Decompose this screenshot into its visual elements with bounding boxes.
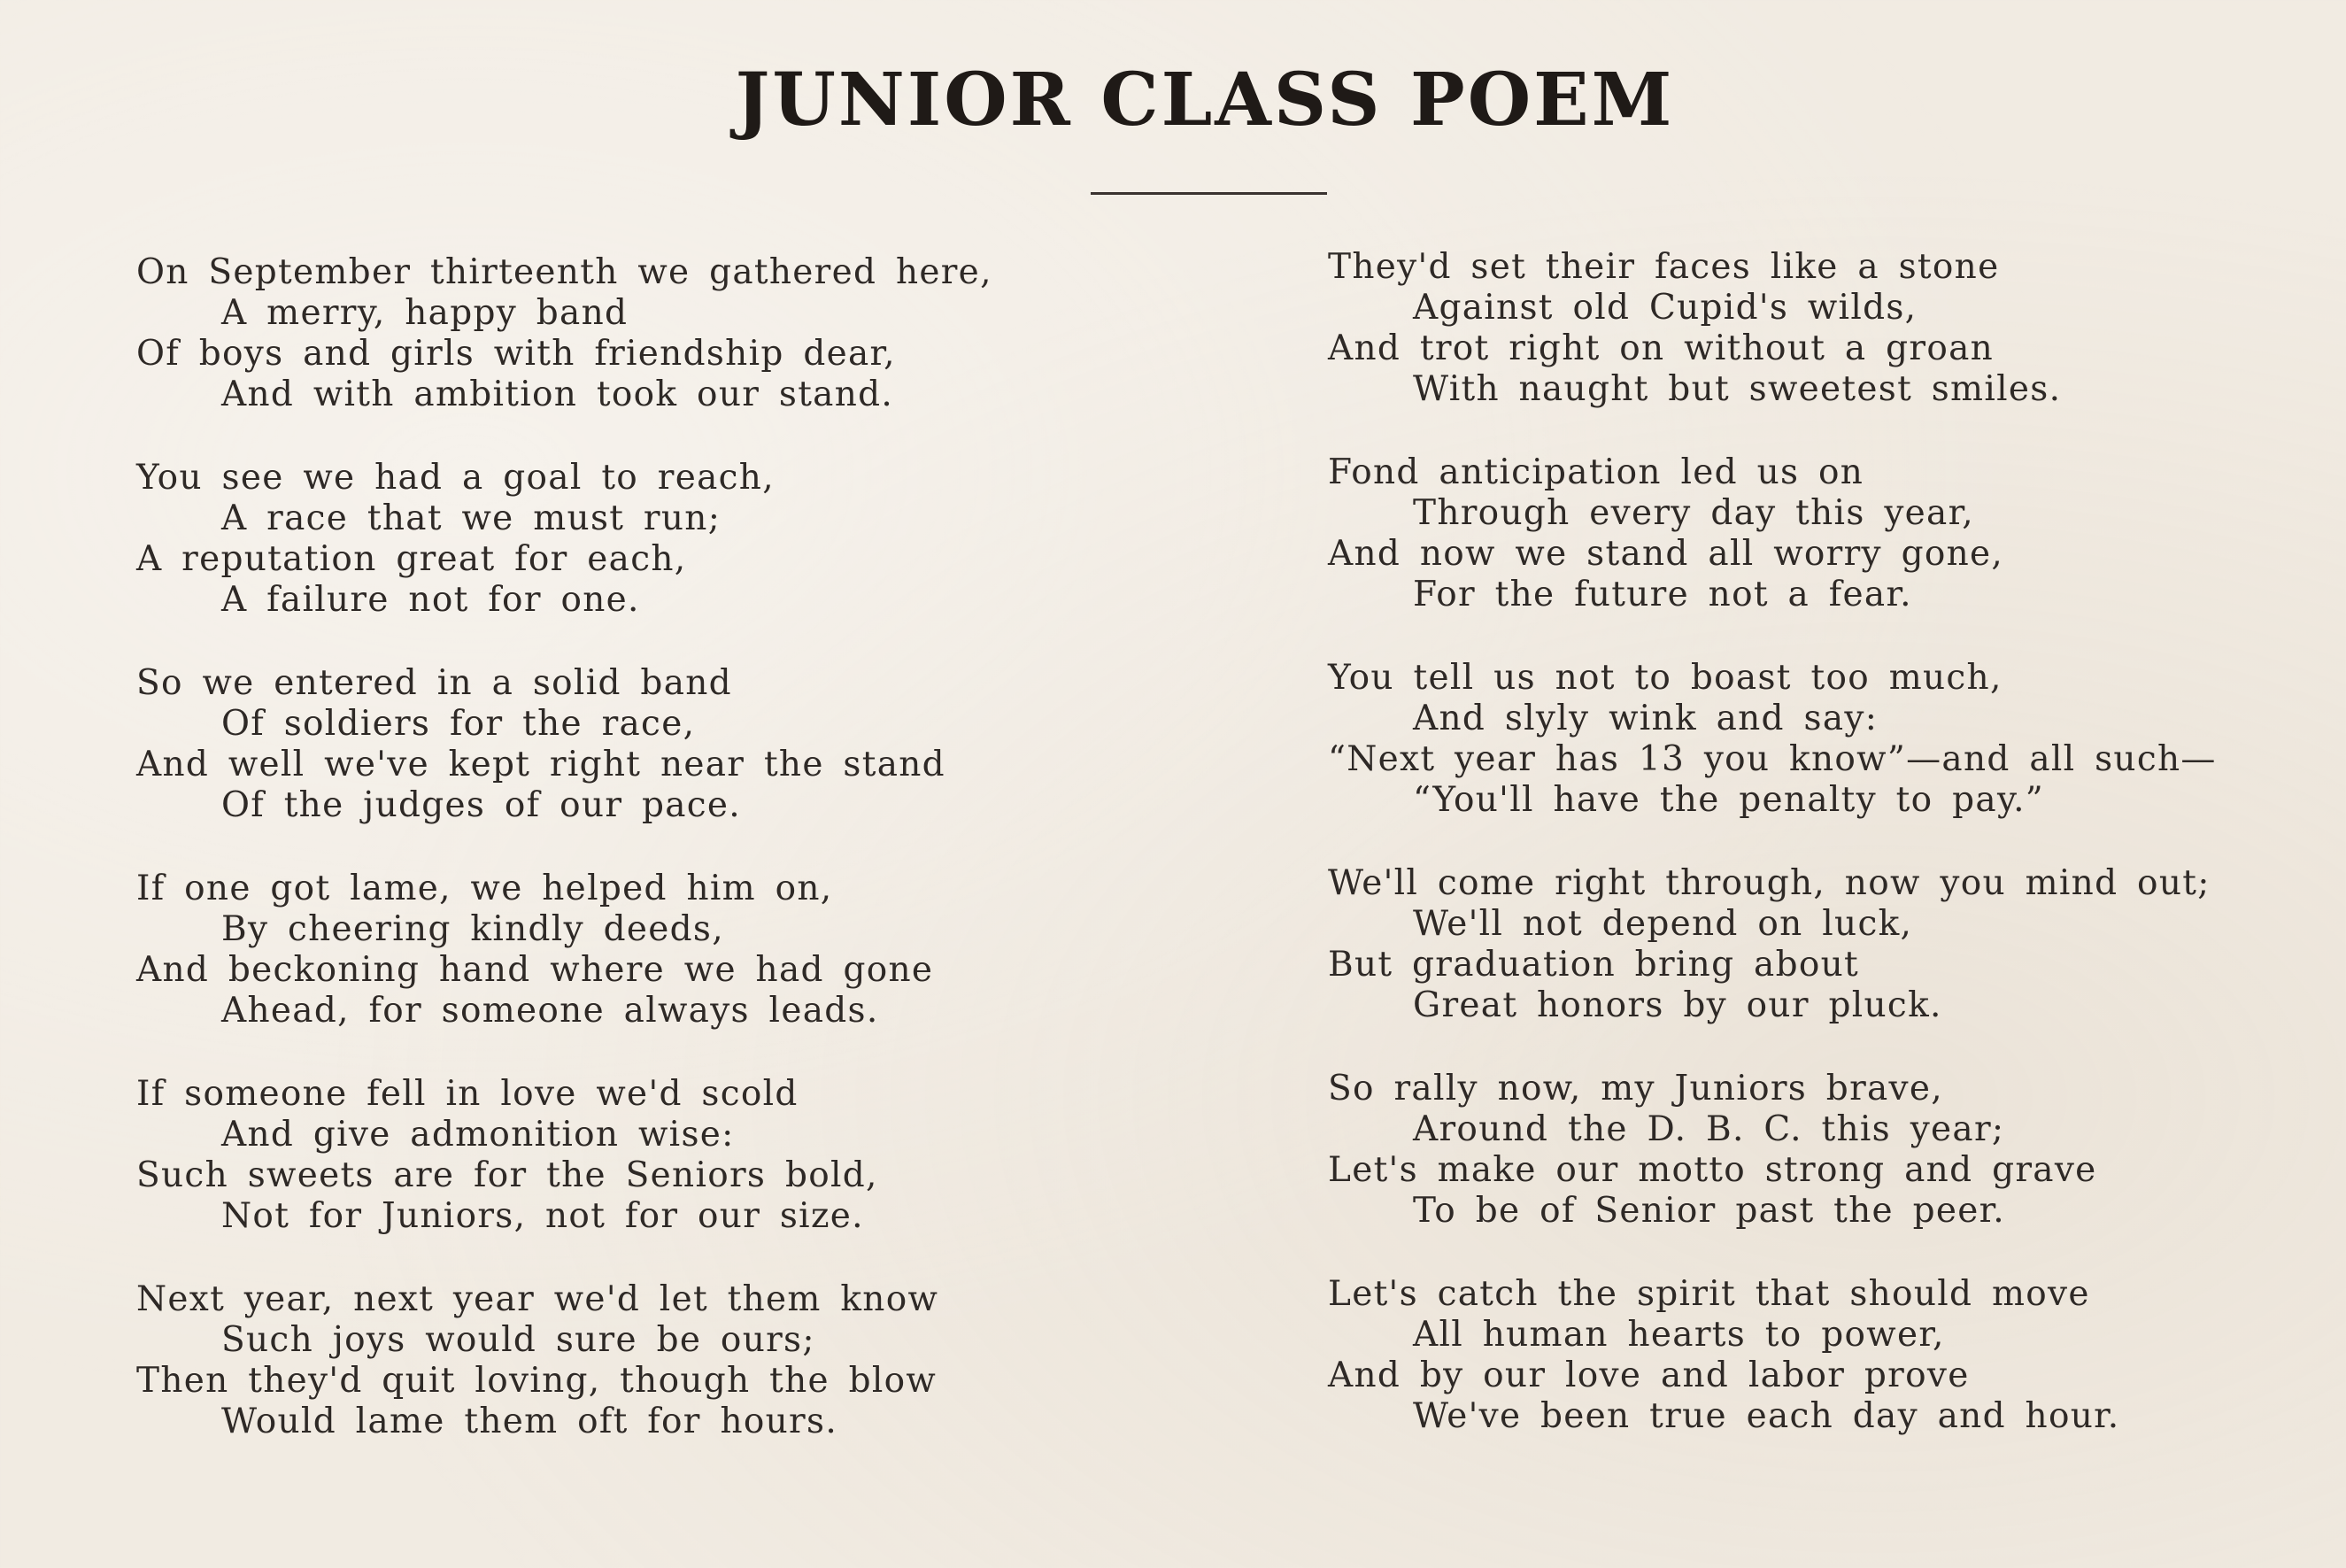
stanza: [136, 1279, 1146, 1485]
poem-line: Great honors by our pluck.: [1413, 985, 1942, 1025]
poem-line: But graduation bring about: [1328, 945, 1860, 985]
poem-line: Of boys and girls with friendship dear,: [136, 334, 896, 374]
stanza: [1328, 452, 2337, 658]
poem-line: Would lame them oft for hours.: [221, 1402, 838, 1441]
poem-line: And give admonition wise:: [221, 1115, 735, 1155]
poem-line: “You'll have the penalty to pay.”: [1413, 780, 2045, 820]
poem-line: Of soldiers for the race,: [221, 704, 696, 744]
poem-line: We'll not depend on luck,: [1413, 904, 1913, 944]
poem-line: For the future not a fear.: [1413, 575, 1912, 614]
poem-line: You see we had a goal to reach,: [136, 458, 775, 498]
poem-line: With naught but sweetest smiles.: [1413, 369, 2062, 409]
poem-line: By cheering kindly deeds,: [221, 909, 724, 949]
stanza: [136, 663, 1146, 869]
poem-line: And with ambition took our stand.: [221, 375, 894, 414]
stanza: [1328, 1069, 2337, 1274]
poem-line: Such sweets are for the Seniors bold,: [136, 1155, 878, 1195]
stanza: [136, 1074, 1146, 1279]
poem-line: Such joys would sure be ours;: [221, 1320, 815, 1360]
poem-line: So we entered in a solid band: [136, 663, 732, 703]
poem-line: We'll come right through, now you mind out;: [1328, 863, 2211, 903]
poem-line: And slyly wink and say:: [1413, 699, 1879, 738]
poem-title: JUNIOR CLASS POEM: [735, 58, 1675, 143]
poem-line: On September thirteenth we gathered here,: [136, 252, 992, 292]
poem-line: And trot right on without a groan: [1328, 328, 1995, 368]
poem-line: And well we've kept right near the stand: [136, 745, 945, 784]
poem-line: Of the judges of our pace.: [221, 785, 741, 825]
poem-line: Next year, next year we'd let them know: [136, 1279, 939, 1319]
poem-line: All human hearts to power,: [1413, 1315, 1945, 1355]
poem-line: A race that we must run;: [221, 498, 722, 538]
poem-line: If one got lame, we helped him on,: [136, 869, 833, 908]
stanza: [136, 458, 1146, 663]
poem-line: Ahead, for someone always leads.: [221, 991, 879, 1031]
poem-line: Then they'd quit loving, though the blow: [136, 1361, 938, 1401]
poem-line: A reputation great for each,: [136, 539, 687, 579]
poem-line: Through every day this year,: [1413, 493, 1974, 533]
poem-line: And now we stand all worry gone,: [1328, 534, 2004, 574]
poem-line: Against old Cupid's wilds,: [1413, 288, 1918, 328]
left-column: [136, 252, 1146, 1485]
poem-line: Let's catch the spirit that should move: [1328, 1274, 2090, 1314]
poem-line: A failure not for one.: [221, 580, 640, 620]
poem-line: Fond anticipation led us on: [1328, 452, 1864, 492]
poem-line: And beckoning hand where we had gone: [136, 950, 934, 990]
right-column: [1328, 247, 2337, 1479]
poem-line: So rally now, my Juniors brave,: [1328, 1069, 1943, 1108]
poem-line: Around the D. B. C. this year;: [1413, 1109, 2005, 1149]
poem-line: Not for Juniors, not for our size.: [221, 1196, 864, 1236]
stanza: [1328, 247, 2337, 452]
title-rule: [1091, 192, 1327, 195]
stanza: [1328, 658, 2337, 863]
poem-line: “Next year has 13 you know”—and all such—: [1328, 739, 2217, 779]
poem-line: Let's make our motto strong and grave: [1328, 1150, 2097, 1190]
poem-line: We've been true each day and hour.: [1413, 1396, 2120, 1436]
poem-line: And by our love and labor prove: [1328, 1356, 1970, 1395]
stanza: [1328, 863, 2337, 1069]
poem-line: You tell us not to boast too much,: [1328, 658, 2003, 698]
poem-line: To be of Senior past the peer.: [1413, 1191, 2005, 1231]
poem-line: They'd set their faces like a stone: [1328, 247, 2000, 287]
stanza: [136, 869, 1146, 1074]
stanza: [1328, 1274, 2337, 1479]
poem-line: A merry, happy band: [221, 293, 629, 333]
poem-line: If someone fell in love we'd scold: [136, 1074, 799, 1114]
stanza: [136, 252, 1146, 458]
